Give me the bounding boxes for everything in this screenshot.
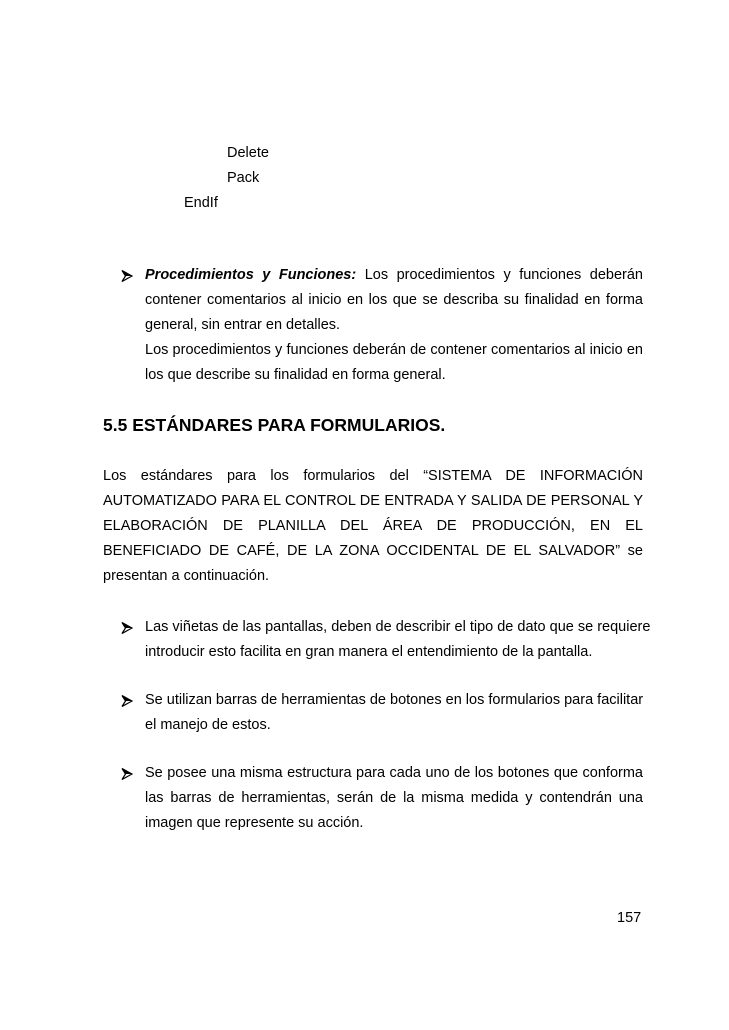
- procedimientos-line-2: contener comentarios al inicio en los que se describa su finalidad en forma: [145, 292, 643, 308]
- intro-line-5: presentan a continuación.: [103, 568, 270, 584]
- intro-line-1: Los estándares para los formularios del “SISTEMA DE INFORMACIÓN: [103, 468, 643, 484]
- bullet-2-line-2: el manejo de estos.: [145, 717, 271, 733]
- arrowhead-bullet-icon: [121, 768, 133, 780]
- intro-line-2: AUTOMATIZADO PARA EL CONTROL DE ENTRADA Y SALIDA DE PERSONAL Y: [103, 493, 643, 509]
- bullet-2-paragraph: [145, 688, 643, 738]
- bullet-3-paragraph: [145, 761, 643, 836]
- bullet-2-line-1: Se utilizan barras de herramientas de botones en los formularios para facilitar: [145, 692, 644, 708]
- bullet-1-paragraph: [145, 615, 651, 665]
- arrowhead-bullet-icon: [121, 270, 133, 282]
- arrowhead-bullet-icon: [121, 695, 133, 707]
- section-heading: 5.5 ESTÁNDARES PARA FORMULARIOS.: [103, 415, 446, 435]
- bullet-3-line-1: Se posee una misma estructura para cada uno de los botones que conforma: [145, 765, 643, 781]
- intro-line-4: BENEFICIADO DE CAFÉ, DE LA ZONA OCCIDENTAL DE EL SALVADOR” se: [103, 543, 643, 559]
- bullet-1-line-2: introducir esto facilita en gran manera el entendimiento de la pantalla.: [145, 644, 593, 660]
- procedimientos-line-4: Los procedimientos y funciones deberán de contener comentarios al inicio en: [145, 342, 643, 358]
- bullet-3-line-2: las barras de herramientas, serán de la misma medida y contendrán una: [145, 790, 643, 806]
- bullet-3-line-3: imagen que represente su acción.: [145, 815, 364, 831]
- intro-paragraph: [103, 464, 643, 589]
- code-line-pack: Pack: [227, 170, 260, 186]
- code-line-endif: EndIf: [184, 195, 218, 211]
- procedimientos-line-3: general, sin entrar en detalles.: [145, 317, 341, 333]
- intro-line-3: ELABORACIÓN DE PLANILLA DEL ÁREA DE PRODUCCIÓN, EN EL: [103, 518, 643, 534]
- page-number: 157: [617, 910, 642, 926]
- procedimientos-paragraph: [145, 263, 643, 388]
- bullet-1-line-1: Las viñetas de las pantallas, deben de describir el tipo de dato que se requiere: [145, 619, 651, 635]
- procedimientos-line-5: los que describe su finalidad en forma general.: [145, 367, 446, 383]
- procedimientos-line-1-text: Los procedimientos y funciones deberán: [364, 267, 643, 283]
- procedimientos-title: Procedimientos y Funciones:: [145, 267, 357, 283]
- procedimientos-line-1: [145, 263, 643, 288]
- arrowhead-bullet-icon: [121, 622, 133, 634]
- code-line-delete: Delete: [227, 145, 269, 161]
